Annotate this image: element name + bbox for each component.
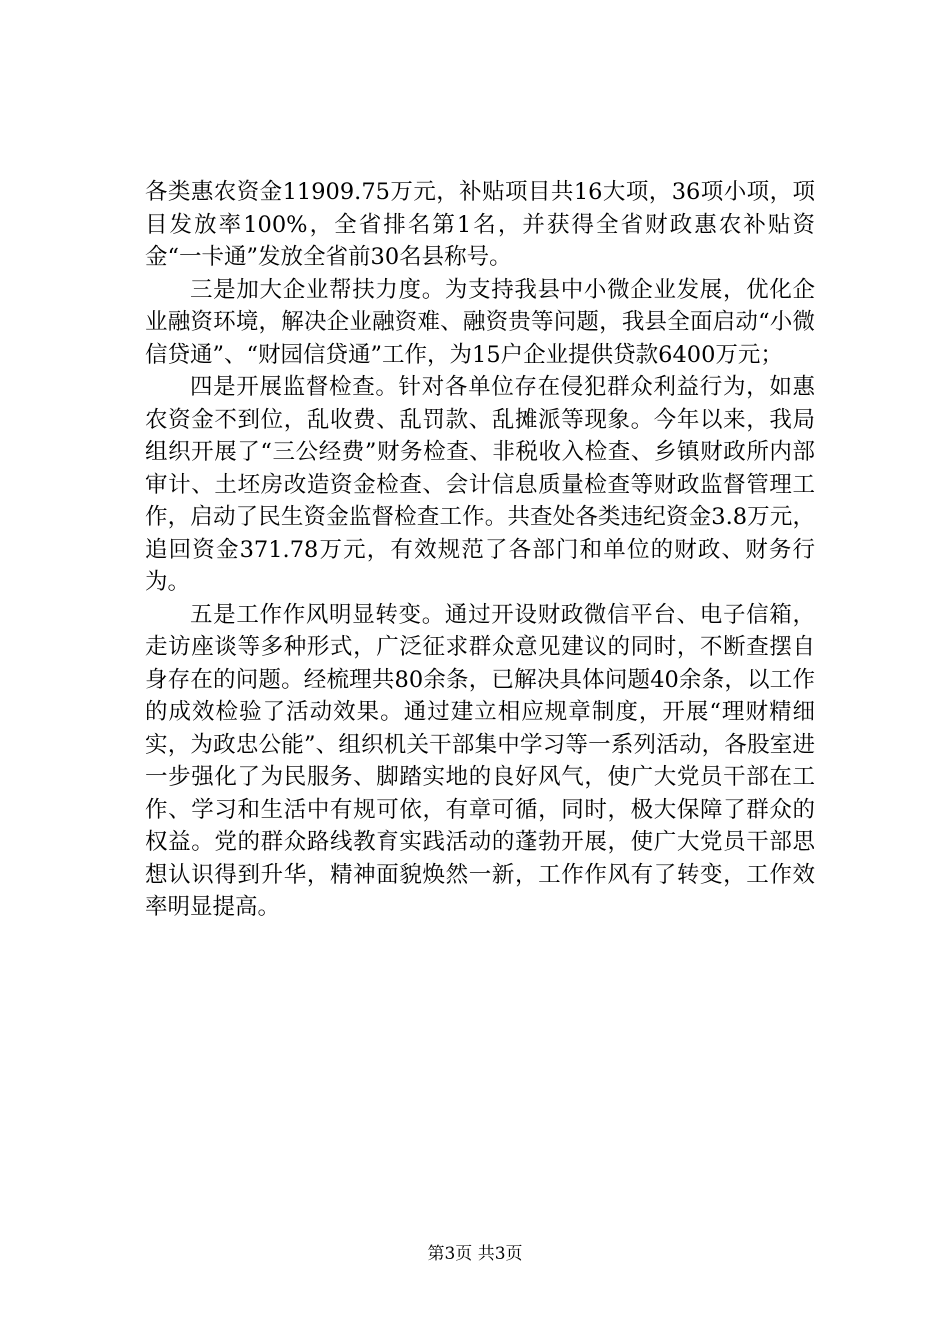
paragraph-work-style: 五是工作作风明显转变。通过开设财政微信平台、电子信箱，走访座谈等多种形式，广泛征求群众意见建议的同时，不断查摆自身存在的问题。经梳理共80余条，已解决具体问题40余条，以工作的成效检验了活动效果。通过建立相应规章制度，开展“理财精细实，为政忠公能”、组织机关干部集中学习等一系列活动，各股室进一步强化了为民服务、脚踏实地的良好风气，使广大党员干部在工作、学习和生活中有规可依，有章可循，同时，极大保障了群众的权益。党的群众路线教育实践活动的蓬勃开展，使广大党员干部思想认识得到升华，精神面貌焕然一新，工作作风有了转变，工作效率明显提高。 (145, 601, 815, 920)
paragraph-subsidy-funds: 各类惠农资金11909.75万元，补贴项目共16大项，36项小项，项目发放率100%，全省排名第1名，并获得全省财政惠农补贴资金“一卡通”发放全省前30名县称号。 (145, 179, 815, 270)
page-number-footer: 第3页 共3页 (427, 1244, 523, 1264)
paragraph-supervision-inspection: 四是开展监督检查。针对各单位存在侵犯群众利益行为，如惠农资金不到位，乱收费、乱罚款、乱摊派等现象。今年以来，我局组织开展了“三公经费”财务检查、非税收入检查、乡镇财政所内部审计、土坯房改造资金检查、会计信息质量检查等财政监督管理工作，启动了民生资金监督检查工作。共查处各类违纪资金3.8万元，追回资金371.78万元，有效规范了各部门和单位的财政、财务行为。 (145, 374, 815, 595)
paragraph-enterprise-support: 三是加大企业帮扶力度。为支持我县中小微企业发展，优化企业融资环境，解决企业融资难、融资贵等问题，我县全面启动“小微信贷通”、“财园信贷通”工作，为15户企业提供贷款6400万元； (145, 276, 815, 368)
document-body (145, 176, 815, 924)
